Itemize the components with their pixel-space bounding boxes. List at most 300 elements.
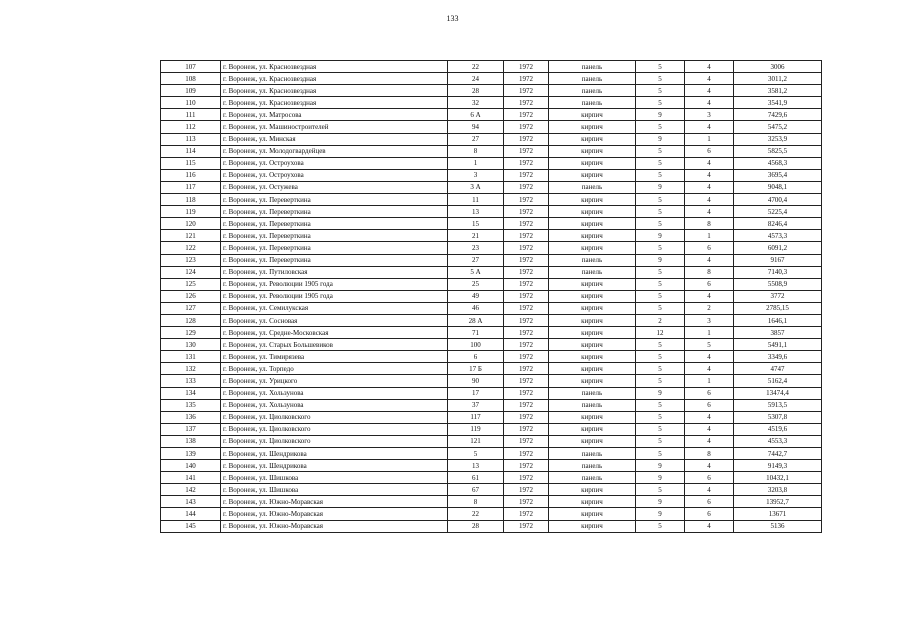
- row-number-cell: 111: [161, 109, 221, 121]
- house-number-cell: 8: [448, 496, 504, 508]
- row-number-cell: 114: [161, 145, 221, 157]
- entrances-cell: 6: [685, 496, 734, 508]
- table-row: [161, 109, 822, 121]
- wall-material-cell: кирпич: [549, 218, 636, 230]
- area-cell: 3006: [734, 61, 822, 73]
- table-row: [161, 73, 822, 85]
- build-year-cell: 1972: [504, 314, 549, 326]
- row-number-cell: 115: [161, 157, 221, 169]
- area-cell: 9149,3: [734, 460, 822, 472]
- wall-material-cell: панель: [549, 399, 636, 411]
- build-year-cell: 1972: [504, 266, 549, 278]
- area-cell: 3203,8: [734, 484, 822, 496]
- build-year-cell: 1972: [504, 242, 549, 254]
- house-number-cell: 121: [448, 435, 504, 447]
- address-cell: г. Воронеж, ул. Хользунова: [221, 387, 448, 399]
- build-year-cell: 1972: [504, 448, 549, 460]
- address-cell: г. Воронеж, ул. Переверткина: [221, 242, 448, 254]
- address-cell: г. Воронеж, ул. Средне-Московская: [221, 327, 448, 339]
- floors-cell: 5: [636, 194, 685, 206]
- table-row: [161, 290, 822, 302]
- house-number-cell: 28: [448, 520, 504, 532]
- floors-cell: 5: [636, 411, 685, 423]
- entrances-cell: 4: [685, 435, 734, 447]
- entrances-cell: 6: [685, 387, 734, 399]
- address-cell: г. Воронеж, ул. Циолковского: [221, 435, 448, 447]
- entrances-cell: 1: [685, 327, 734, 339]
- floors-cell: 5: [636, 302, 685, 314]
- floors-cell: 5: [636, 363, 685, 375]
- floors-cell: 5: [636, 448, 685, 460]
- entrances-cell: 2: [685, 302, 734, 314]
- area-cell: 1646,1: [734, 314, 822, 326]
- house-number-cell: 22: [448, 61, 504, 73]
- row-number-cell: 133: [161, 375, 221, 387]
- floors-cell: 5: [636, 218, 685, 230]
- table-row: [161, 169, 822, 181]
- house-number-cell: 27: [448, 133, 504, 145]
- row-number-cell: 132: [161, 363, 221, 375]
- floors-cell: 5: [636, 73, 685, 85]
- build-year-cell: 1972: [504, 508, 549, 520]
- wall-material-cell: кирпич: [549, 194, 636, 206]
- table-row: [161, 484, 822, 496]
- area-cell: 13671: [734, 508, 822, 520]
- address-cell: г. Воронеж, ул. Революции 1905 года: [221, 278, 448, 290]
- entrances-cell: 6: [685, 399, 734, 411]
- entrances-cell: 3: [685, 109, 734, 121]
- floors-cell: 5: [636, 61, 685, 73]
- entrances-cell: 4: [685, 206, 734, 218]
- entrances-cell: 8: [685, 448, 734, 460]
- address-cell: г. Воронеж, ул. Путиловская: [221, 266, 448, 278]
- entrances-cell: 4: [685, 423, 734, 435]
- wall-material-cell: кирпич: [549, 423, 636, 435]
- area-cell: 3011,2: [734, 73, 822, 85]
- house-number-cell: 46: [448, 302, 504, 314]
- row-number-cell: 108: [161, 73, 221, 85]
- house-number-cell: 21: [448, 230, 504, 242]
- wall-material-cell: кирпич: [549, 121, 636, 133]
- area-cell: 10432,1: [734, 472, 822, 484]
- build-year-cell: 1972: [504, 302, 549, 314]
- area-cell: 5475,2: [734, 121, 822, 133]
- table-row: [161, 448, 822, 460]
- table-row: [161, 302, 822, 314]
- table-row: [161, 206, 822, 218]
- row-number-cell: 122: [161, 242, 221, 254]
- area-cell: 5508,9: [734, 278, 822, 290]
- wall-material-cell: кирпич: [549, 375, 636, 387]
- floors-cell: 5: [636, 85, 685, 97]
- house-number-cell: 71: [448, 327, 504, 339]
- build-year-cell: 1972: [504, 387, 549, 399]
- wall-material-cell: кирпич: [549, 133, 636, 145]
- table-row: [161, 181, 822, 193]
- table-row: [161, 194, 822, 206]
- address-cell: г. Воронеж, ул. Остроухова: [221, 157, 448, 169]
- address-cell: г. Воронеж, ул. Краснозвездная: [221, 97, 448, 109]
- row-number-cell: 140: [161, 460, 221, 472]
- entrances-cell: 4: [685, 85, 734, 97]
- build-year-cell: 1972: [504, 169, 549, 181]
- wall-material-cell: панель: [549, 266, 636, 278]
- address-cell: г. Воронеж, ул. Сосновая: [221, 314, 448, 326]
- floors-cell: 5: [636, 290, 685, 302]
- area-cell: 4519,6: [734, 423, 822, 435]
- wall-material-cell: кирпич: [549, 314, 636, 326]
- house-number-cell: 25: [448, 278, 504, 290]
- address-cell: г. Воронеж, ул. Циолковского: [221, 423, 448, 435]
- address-cell: г. Воронеж, ул. Минская: [221, 133, 448, 145]
- wall-material-cell: кирпич: [549, 327, 636, 339]
- address-cell: г. Воронеж, ул. Машиностроителей: [221, 121, 448, 133]
- build-year-cell: 1972: [504, 230, 549, 242]
- wall-material-cell: панель: [549, 460, 636, 472]
- table-row: [161, 61, 822, 73]
- build-year-cell: 1972: [504, 133, 549, 145]
- table-row: [161, 327, 822, 339]
- address-cell: г. Воронеж, ул. Революции 1905 года: [221, 290, 448, 302]
- table-row: [161, 460, 822, 472]
- row-number-cell: 135: [161, 399, 221, 411]
- build-year-cell: 1972: [504, 73, 549, 85]
- house-number-cell: 28 А: [448, 314, 504, 326]
- housing-register-table: [160, 60, 822, 533]
- row-number-cell: 110: [161, 97, 221, 109]
- area-cell: 3695,4: [734, 169, 822, 181]
- build-year-cell: 1972: [504, 194, 549, 206]
- build-year-cell: 1972: [504, 61, 549, 73]
- address-cell: г. Воронеж, ул. Краснозвездная: [221, 61, 448, 73]
- row-number-cell: 136: [161, 411, 221, 423]
- house-number-cell: 28: [448, 85, 504, 97]
- entrances-cell: 4: [685, 169, 734, 181]
- table-row: [161, 399, 822, 411]
- area-cell: 4573,3: [734, 230, 822, 242]
- build-year-cell: 1972: [504, 423, 549, 435]
- row-number-cell: 127: [161, 302, 221, 314]
- house-number-cell: 61: [448, 472, 504, 484]
- area-cell: 3253,9: [734, 133, 822, 145]
- entrances-cell: 8: [685, 218, 734, 230]
- table-row: [161, 230, 822, 242]
- table-row: [161, 266, 822, 278]
- build-year-cell: 1972: [504, 375, 549, 387]
- wall-material-cell: кирпич: [549, 242, 636, 254]
- row-number-cell: 116: [161, 169, 221, 181]
- build-year-cell: 1972: [504, 145, 549, 157]
- address-cell: г. Воронеж, ул. Остроухова: [221, 169, 448, 181]
- house-number-cell: 13: [448, 460, 504, 472]
- build-year-cell: 1972: [504, 254, 549, 266]
- house-number-cell: 15: [448, 218, 504, 230]
- table-row: [161, 363, 822, 375]
- floors-cell: 9: [636, 254, 685, 266]
- row-number-cell: 120: [161, 218, 221, 230]
- entrances-cell: 6: [685, 278, 734, 290]
- area-cell: 5825,5: [734, 145, 822, 157]
- page-number: 133: [446, 14, 459, 23]
- floors-cell: 9: [636, 387, 685, 399]
- wall-material-cell: панель: [549, 85, 636, 97]
- floors-cell: 5: [636, 121, 685, 133]
- build-year-cell: 1972: [504, 351, 549, 363]
- entrances-cell: 4: [685, 73, 734, 85]
- entrances-cell: 4: [685, 97, 734, 109]
- house-number-cell: 23: [448, 242, 504, 254]
- area-cell: 5491,1: [734, 339, 822, 351]
- row-number-cell: 117: [161, 181, 221, 193]
- row-number-cell: 137: [161, 423, 221, 435]
- table-row: [161, 121, 822, 133]
- area-cell: 5225,4: [734, 206, 822, 218]
- address-cell: г. Воронеж, ул. Шендрикова: [221, 448, 448, 460]
- house-number-cell: 11: [448, 194, 504, 206]
- address-cell: г. Воронеж, ул. Южно-Моравская: [221, 508, 448, 520]
- build-year-cell: 1972: [504, 278, 549, 290]
- wall-material-cell: кирпич: [549, 290, 636, 302]
- address-cell: г. Воронеж, ул. Семилукская: [221, 302, 448, 314]
- house-number-cell: 5 А: [448, 266, 504, 278]
- entrances-cell: 4: [685, 411, 734, 423]
- entrances-cell: 4: [685, 363, 734, 375]
- floors-cell: 12: [636, 327, 685, 339]
- wall-material-cell: кирпич: [549, 411, 636, 423]
- area-cell: 5307,8: [734, 411, 822, 423]
- address-cell: г. Воронеж, ул. Старых Большевиков: [221, 339, 448, 351]
- wall-material-cell: кирпич: [549, 169, 636, 181]
- row-number-cell: 128: [161, 314, 221, 326]
- wall-material-cell: кирпич: [549, 435, 636, 447]
- area-cell: 13952,7: [734, 496, 822, 508]
- build-year-cell: 1972: [504, 484, 549, 496]
- floors-cell: 9: [636, 181, 685, 193]
- address-cell: г. Воронеж, ул. Южно-Моравская: [221, 520, 448, 532]
- floors-cell: 9: [636, 496, 685, 508]
- address-cell: г. Воронеж, ул. Шишкова: [221, 484, 448, 496]
- entrances-cell: 1: [685, 375, 734, 387]
- address-cell: г. Воронеж, ул. Урицкого: [221, 375, 448, 387]
- table-row: [161, 97, 822, 109]
- floors-cell: 9: [636, 230, 685, 242]
- house-number-cell: 22: [448, 508, 504, 520]
- entrances-cell: 4: [685, 460, 734, 472]
- area-cell: 5162,4: [734, 375, 822, 387]
- area-cell: 3541,9: [734, 97, 822, 109]
- house-number-cell: 3 А: [448, 181, 504, 193]
- address-cell: г. Воронеж, ул. Шендрикова: [221, 460, 448, 472]
- table-row: [161, 133, 822, 145]
- area-cell: 6091,2: [734, 242, 822, 254]
- entrances-cell: 4: [685, 121, 734, 133]
- build-year-cell: 1972: [504, 290, 549, 302]
- row-number-cell: 139: [161, 448, 221, 460]
- row-number-cell: 125: [161, 278, 221, 290]
- row-number-cell: 142: [161, 484, 221, 496]
- build-year-cell: 1972: [504, 327, 549, 339]
- house-number-cell: 90: [448, 375, 504, 387]
- entrances-cell: 4: [685, 194, 734, 206]
- wall-material-cell: панель: [549, 254, 636, 266]
- table-row: [161, 314, 822, 326]
- entrances-cell: 4: [685, 484, 734, 496]
- wall-material-cell: кирпич: [549, 339, 636, 351]
- row-number-cell: 119: [161, 206, 221, 218]
- area-cell: 8246,4: [734, 218, 822, 230]
- address-cell: г. Воронеж, ул. Южно-Моравская: [221, 496, 448, 508]
- entrances-cell: 4: [685, 61, 734, 73]
- wall-material-cell: панель: [549, 448, 636, 460]
- entrances-cell: 4: [685, 157, 734, 169]
- floors-cell: 5: [636, 242, 685, 254]
- build-year-cell: 1972: [504, 520, 549, 532]
- floors-cell: 5: [636, 157, 685, 169]
- area-cell: 5136: [734, 520, 822, 532]
- build-year-cell: 1972: [504, 206, 549, 218]
- house-number-cell: 1: [448, 157, 504, 169]
- build-year-cell: 1972: [504, 460, 549, 472]
- entrances-cell: 6: [685, 242, 734, 254]
- area-cell: 4568,3: [734, 157, 822, 169]
- floors-cell: 5: [636, 97, 685, 109]
- build-year-cell: 1972: [504, 363, 549, 375]
- area-cell: 7140,3: [734, 266, 822, 278]
- wall-material-cell: кирпич: [549, 351, 636, 363]
- row-number-cell: 121: [161, 230, 221, 242]
- entrances-cell: 5: [685, 339, 734, 351]
- area-cell: 7442,7: [734, 448, 822, 460]
- address-cell: г. Воронеж, ул. Хользунова: [221, 399, 448, 411]
- wall-material-cell: кирпич: [549, 302, 636, 314]
- wall-material-cell: кирпич: [549, 145, 636, 157]
- table-row: [161, 496, 822, 508]
- house-number-cell: 13: [448, 206, 504, 218]
- house-number-cell: 6: [448, 351, 504, 363]
- address-cell: г. Воронеж, ул. Торпедо: [221, 363, 448, 375]
- area-cell: 5913,5: [734, 399, 822, 411]
- build-year-cell: 1972: [504, 85, 549, 97]
- table-row: [161, 157, 822, 169]
- house-number-cell: 8: [448, 145, 504, 157]
- row-number-cell: 144: [161, 508, 221, 520]
- address-cell: г. Воронеж, ул. Переверткина: [221, 254, 448, 266]
- house-number-cell: 27: [448, 254, 504, 266]
- wall-material-cell: кирпич: [549, 109, 636, 121]
- wall-material-cell: панель: [549, 387, 636, 399]
- house-number-cell: 3: [448, 169, 504, 181]
- area-cell: 9048,1: [734, 181, 822, 193]
- floors-cell: 5: [636, 520, 685, 532]
- table-row: [161, 145, 822, 157]
- entrances-cell: 1: [685, 133, 734, 145]
- build-year-cell: 1972: [504, 411, 549, 423]
- row-number-cell: 107: [161, 61, 221, 73]
- floors-cell: 9: [636, 133, 685, 145]
- house-number-cell: 100: [448, 339, 504, 351]
- row-number-cell: 131: [161, 351, 221, 363]
- build-year-cell: 1972: [504, 121, 549, 133]
- row-number-cell: 113: [161, 133, 221, 145]
- table-row: [161, 85, 822, 97]
- area-cell: 7429,6: [734, 109, 822, 121]
- area-cell: 3857: [734, 327, 822, 339]
- entrances-cell: 4: [685, 351, 734, 363]
- entrances-cell: 4: [685, 520, 734, 532]
- table-row: [161, 218, 822, 230]
- row-number-cell: 118: [161, 194, 221, 206]
- table-row: [161, 435, 822, 447]
- wall-material-cell: панель: [549, 472, 636, 484]
- row-number-cell: 124: [161, 266, 221, 278]
- wall-material-cell: кирпич: [549, 484, 636, 496]
- wall-material-cell: кирпич: [549, 520, 636, 532]
- address-cell: г. Воронеж, ул. Циолковского: [221, 411, 448, 423]
- address-cell: г. Воронеж, ул. Краснозвездная: [221, 73, 448, 85]
- address-cell: г. Воронеж, ул. Молодогвардейцев: [221, 145, 448, 157]
- table-row: [161, 411, 822, 423]
- address-cell: г. Воронеж, ул. Переверткина: [221, 194, 448, 206]
- wall-material-cell: кирпич: [549, 363, 636, 375]
- build-year-cell: 1972: [504, 97, 549, 109]
- wall-material-cell: кирпич: [549, 278, 636, 290]
- area-cell: 2785,15: [734, 302, 822, 314]
- house-number-cell: 119: [448, 423, 504, 435]
- build-year-cell: 1972: [504, 435, 549, 447]
- area-cell: 4700,4: [734, 194, 822, 206]
- address-cell: г. Воронеж, ул. Переверткина: [221, 230, 448, 242]
- area-cell: 13474,4: [734, 387, 822, 399]
- entrances-cell: 6: [685, 472, 734, 484]
- address-cell: г. Воронеж, ул. Тимирязева: [221, 351, 448, 363]
- address-cell: г. Воронеж, ул. Остужева: [221, 181, 448, 193]
- build-year-cell: 1972: [504, 109, 549, 121]
- build-year-cell: 1972: [504, 339, 549, 351]
- house-number-cell: 49: [448, 290, 504, 302]
- entrances-cell: 6: [685, 145, 734, 157]
- floors-cell: 2: [636, 314, 685, 326]
- entrances-cell: 3: [685, 314, 734, 326]
- area-cell: 4747: [734, 363, 822, 375]
- entrances-cell: 1: [685, 230, 734, 242]
- floors-cell: 5: [636, 423, 685, 435]
- build-year-cell: 1972: [504, 399, 549, 411]
- floors-cell: 9: [636, 460, 685, 472]
- house-number-cell: 17 Б: [448, 363, 504, 375]
- table-row: [161, 472, 822, 484]
- floors-cell: 5: [636, 278, 685, 290]
- table-row: [161, 242, 822, 254]
- row-number-cell: 134: [161, 387, 221, 399]
- house-number-cell: 6 А: [448, 109, 504, 121]
- house-number-cell: 94: [448, 121, 504, 133]
- row-number-cell: 123: [161, 254, 221, 266]
- row-number-cell: 109: [161, 85, 221, 97]
- table-row: [161, 278, 822, 290]
- wall-material-cell: кирпич: [549, 157, 636, 169]
- wall-material-cell: панель: [549, 97, 636, 109]
- area-cell: 3349,6: [734, 351, 822, 363]
- row-number-cell: 138: [161, 435, 221, 447]
- wall-material-cell: кирпич: [549, 230, 636, 242]
- floors-cell: 5: [636, 375, 685, 387]
- build-year-cell: 1972: [504, 157, 549, 169]
- floors-cell: 5: [636, 169, 685, 181]
- row-number-cell: 143: [161, 496, 221, 508]
- entrances-cell: 4: [685, 254, 734, 266]
- wall-material-cell: кирпич: [549, 496, 636, 508]
- address-cell: г. Воронеж, ул. Переверткина: [221, 218, 448, 230]
